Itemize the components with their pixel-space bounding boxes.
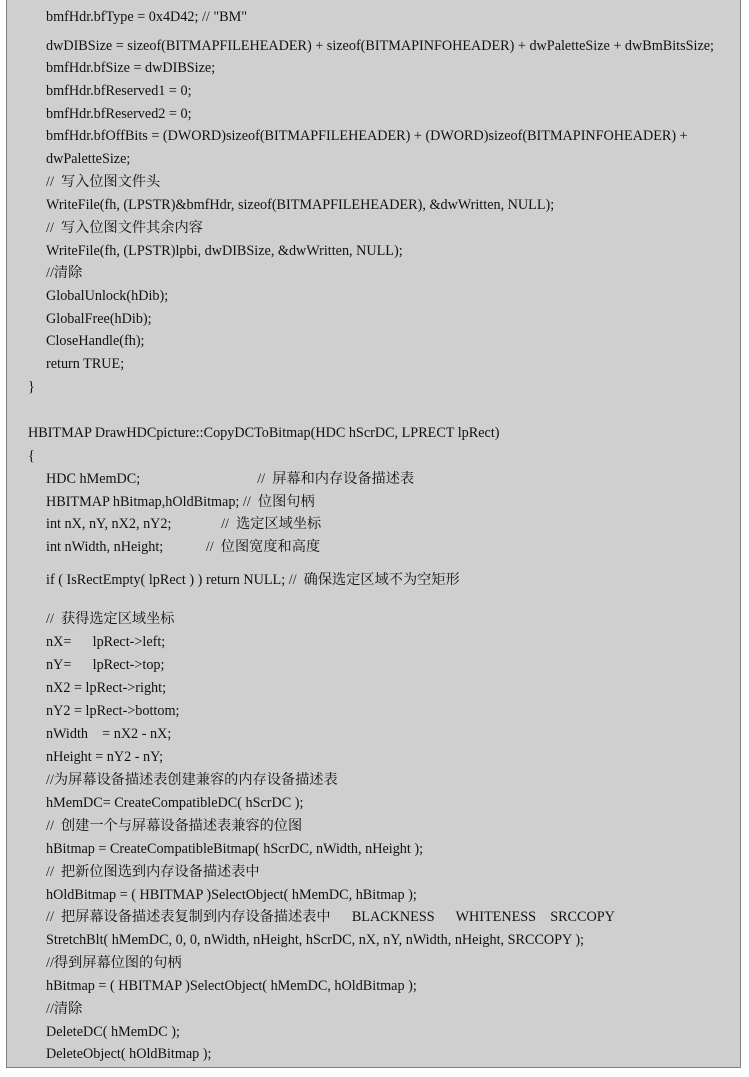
code-line: hOldBitmap = ( HBITMAP )SelectObject( hMemDC, hBitmap );	[46, 887, 417, 903]
code-line: int nWidth, nHeight; // 位图宽度和高度	[46, 539, 321, 555]
code-line: }	[28, 379, 35, 395]
code-comment: // 创建一个与屏幕设备描述表兼容的位图	[46, 818, 303, 834]
code-line: dwDIBSize = sizeof(BITMAPFILEHEADER) + sizeof(BITMAPINFOHEADER) + dwPaletteSize + dwBmBitsSize;	[46, 38, 715, 54]
code-line: WriteFile(fh, (LPSTR)lpbi, dwDIBSize, &dwWritten, NULL);	[46, 243, 403, 259]
code-line: nHeight = nY2 - nY;	[46, 749, 164, 765]
code-comment: // 获得选定区域坐标	[46, 611, 175, 627]
code-line: HDC hMemDC; // 屏幕和内存设备描述表	[46, 471, 415, 487]
code-comment: //得到屏幕位图的句柄	[46, 955, 182, 971]
code-line: StretchBlt( hMemDC, 0, 0, nWidth, nHeight, hScrDC, nX, nY, nWidth, nHeight, SRCCOPY );	[46, 932, 584, 948]
code-line: DeleteObject( hOldBitmap );	[46, 1046, 212, 1062]
code-comment: // 写入位图文件头	[46, 174, 161, 190]
code-line: bmfHdr.bfReserved1 = 0;	[46, 83, 192, 99]
code-listing	[6, 0, 741, 1068]
code-line: nX2 = lpRect->right;	[46, 680, 167, 696]
code-line: nY= lpRect->top;	[46, 657, 165, 673]
code-line: return TRUE;	[46, 356, 125, 372]
code-line: bmfHdr.bfSize = dwDIBSize;	[46, 60, 216, 76]
code-line: GlobalFree(hDib);	[46, 311, 152, 327]
code-line: nX= lpRect->left;	[46, 634, 166, 650]
code-line: HBITMAP hBitmap,hOldBitmap; // 位图句柄	[46, 494, 315, 510]
function-signature: HBITMAP DrawHDCpicture::CopyDCToBitmap(HDC hScrDC, LPRECT lpRect)	[28, 425, 500, 441]
code-line: nWidth = nX2 - nX;	[46, 726, 172, 742]
code-comment: // 把屏幕设备描述表复制到内存设备描述表中 BLACKNESS WHITENESS SRCCOPY	[46, 909, 615, 925]
code-line: int nX, nY, nX2, nY2; // 选定区域坐标	[46, 516, 322, 532]
code-line: CloseHandle(fh);	[46, 333, 145, 349]
code-line: nY2 = lpRect->bottom;	[46, 703, 180, 719]
code-comment: //清除	[46, 1001, 83, 1017]
code-comment: // 写入位图文件其余内容	[46, 220, 203, 236]
code-line: bmfHdr.bfReserved2 = 0;	[46, 106, 192, 122]
code-line: if ( IsRectEmpty( lpRect ) ) return NULL; // 确保选定区域不为空矩形	[46, 572, 460, 588]
code-line: hMemDC= CreateCompatibleDC( hScrDC );	[46, 795, 304, 811]
code-comment: //为屏幕设备描述表创建兼容的内存设备描述表	[46, 772, 338, 788]
code-line: hBitmap = ( HBITMAP )SelectObject( hMemDC, hOldBitmap );	[46, 978, 417, 994]
code-line: GlobalUnlock(hDib);	[46, 288, 169, 304]
code-line: dwPaletteSize;	[46, 151, 131, 167]
code-line: DeleteDC( hMemDC );	[46, 1024, 180, 1040]
code-line: bmfHdr.bfType = 0x4D42; // "BM"	[46, 9, 248, 25]
code-line: WriteFile(fh, (LPSTR)&bmfHdr, sizeof(BITMAPFILEHEADER), &dwWritten, NULL);	[46, 197, 555, 213]
code-comment: // 把新位图选到内存设备描述表中	[46, 864, 260, 880]
code-line: {	[28, 448, 35, 464]
code-line: hBitmap = CreateCompatibleBitmap( hScrDC, nWidth, nHeight );	[46, 841, 424, 857]
code-comment: //清除	[46, 265, 83, 281]
code-line: bmfHdr.bfOffBits = (DWORD)sizeof(BITMAPFILEHEADER) + (DWORD)sizeof(BITMAPINFOHEADER) +	[46, 128, 688, 144]
